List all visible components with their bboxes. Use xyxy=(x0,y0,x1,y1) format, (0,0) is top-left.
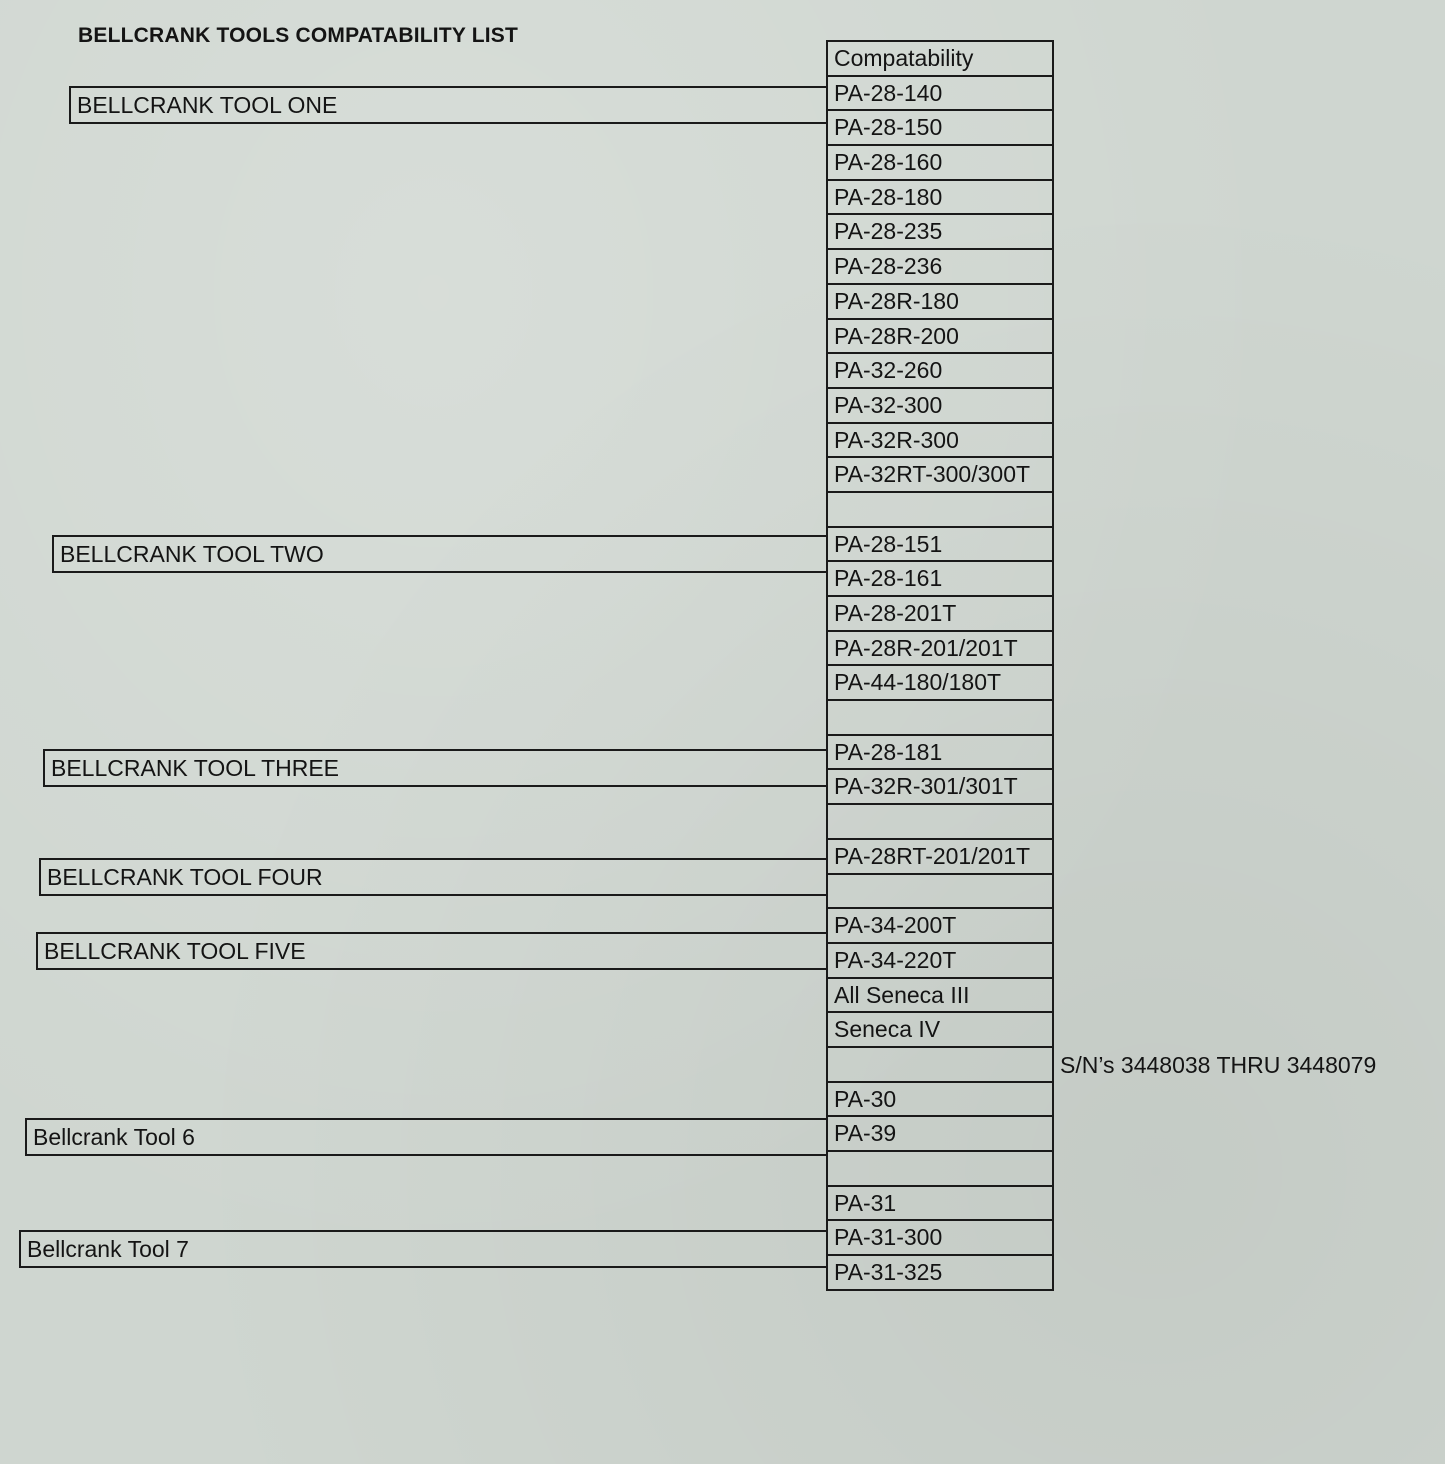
table-row: All Seneca III xyxy=(828,979,1052,1014)
table-row: PA-28-201T xyxy=(828,597,1052,632)
table-row: PA-32R-301/301T xyxy=(828,770,1052,805)
table-row: PA-28-181 xyxy=(828,736,1052,771)
table-row-empty xyxy=(828,1152,1052,1187)
table-row: PA-28-160 xyxy=(828,146,1052,181)
table-row: PA-28R-180 xyxy=(828,285,1052,320)
table-row: PA-28-235 xyxy=(828,215,1052,250)
serial-number-note: S/N’s 3448038 THRU 3448079 xyxy=(1060,1052,1377,1078)
table-row: PA-31 xyxy=(828,1187,1052,1222)
document-title: BELLCRANK TOOLS COMPATABILITY LIST xyxy=(78,24,519,47)
table-row-empty xyxy=(828,493,1052,528)
table-row-empty xyxy=(828,701,1052,736)
table-row-empty xyxy=(828,1048,1052,1083)
table-row: PA-31-300 xyxy=(828,1221,1052,1256)
table-row: PA-28-180 xyxy=(828,181,1052,216)
table-row: PA-34-200T xyxy=(828,909,1052,944)
tool-label-six: Bellcrank Tool 6 xyxy=(25,1118,828,1156)
tool-label-one: BELLCRANK TOOL ONE xyxy=(69,86,828,124)
table-row: PA-32-260 xyxy=(828,354,1052,389)
table-row: PA-32-300 xyxy=(828,389,1052,424)
table-row: PA-30 xyxy=(828,1083,1052,1118)
table-row: PA-31-325 xyxy=(828,1256,1052,1291)
tool-label-five: BELLCRANK TOOL FIVE xyxy=(36,932,828,970)
table-row: PA-28-151 xyxy=(828,528,1052,563)
compatibility-header: Compatability xyxy=(828,42,1052,77)
table-row: Seneca IV xyxy=(828,1013,1052,1048)
tool-label-seven: Bellcrank Tool 7 xyxy=(19,1230,828,1268)
table-row: PA-32R-300 xyxy=(828,424,1052,459)
table-row: PA-44-180/180T xyxy=(828,666,1052,701)
tool-label-two: BELLCRANK TOOL TWO xyxy=(52,535,828,573)
table-row: PA-39 xyxy=(828,1117,1052,1152)
table-row: PA-34-220T xyxy=(828,944,1052,979)
tool-label-four: BELLCRANK TOOL FOUR xyxy=(39,858,828,896)
table-row: PA-28-236 xyxy=(828,250,1052,285)
tool-label-three: BELLCRANK TOOL THREE xyxy=(43,749,828,787)
compatibility-table xyxy=(826,40,1054,1291)
table-row: PA-28-161 xyxy=(828,562,1052,597)
table-row: PA-28-150 xyxy=(828,111,1052,146)
table-row: PA-28RT-201/201T xyxy=(828,840,1052,875)
table-row: PA-28-140 xyxy=(828,77,1052,112)
table-row-empty xyxy=(828,805,1052,840)
table-row: PA-32RT-300/300T xyxy=(828,458,1052,493)
table-row-empty xyxy=(828,875,1052,910)
table-row: PA-28R-201/201T xyxy=(828,632,1052,667)
table-row: PA-28R-200 xyxy=(828,320,1052,355)
